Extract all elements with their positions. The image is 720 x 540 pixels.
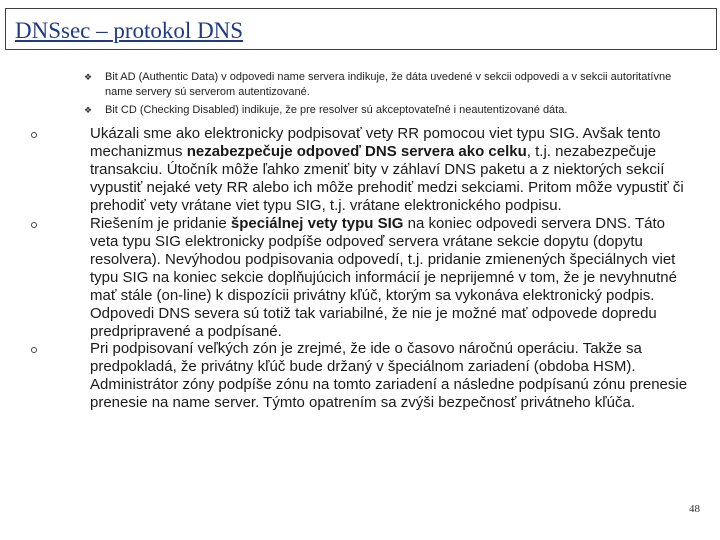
sub-bullet-text: Bit CD (Checking Disabled) indikuje, že pre resolver sú akceptovateľné i neautentizované dáta.: [105, 104, 568, 116]
bullet-text: Pri podpisovaní veľkých zón je zrejmé, že ide o časovo náročnú operáciu. Takže sa predpokladá, že privátny kľúč bude držaný v špeciálnom zariadení (obdoba HSM). Administrátor zóny podpíše zónu na tomto zariadení a následne podpísanú zónu prenesie prenesie na name server. Týmto opatrením sa zvýši bezpečnosť privátneho kľúča.: [90, 340, 688, 411]
bullet-text: Riešením je pridanie špeciálnej vety typu SIG na koniec odpovedi servera DNS. Táto veta typu SIG elektronicky podpíše odpoveď servera vrátane sekcie dopytu (dopytu resolvera). Nevýhodou podpisovania odpovedí, t.j. pridanie zmienených špeciálnych viet typu SIG na koniec sekcie doplňujúcich informácií je neprijemné v tom, že je nevyhnutné mať stále (on-line) k dispozícii privátny kľúč, ktorým sa vykonáva elektronický podpis. Odpovedi DNS severa sú totiž tak variabilné, že nie je možné mať odpovede dopredu predpripravené a podpísané.: [90, 215, 677, 340]
sub-bullet-ad-bit: [84, 70, 704, 100]
slide-title-bar: [5, 8, 717, 50]
bullet-special-sig: [30, 215, 690, 338]
circle-bullet-icon: [31, 132, 37, 138]
circle-bullet-icon: [31, 347, 37, 353]
bullet-sig-transaction: [30, 125, 690, 215]
page-number: 48: [689, 503, 700, 515]
bullet-text: Ukázali sme ako elektronicky podpisovať vety RR pomocou viet typu SIG. Avšak tento mechanizmus nezabezpečuje odpoveď DNS servera ako celku, t.j. nezabezpečuje transakciu. Útočník môže ľahko zmeniť bity v záhlaví DNS paketu a z niektorých sekcií vypustiť nejaké vety RR alebo ich môže prehodiť medzi sekciami. Pritom môže vypustiť či prehodiť vety vrátane viet typu SIG, t.j. vrátane elektronického podpisu.: [90, 125, 684, 214]
bullet-large-zones: [30, 340, 690, 428]
diamond-bullet-icon: ❖: [83, 72, 93, 82]
sub-bullet-cd-bit: [84, 103, 704, 118]
sub-bullet-text: Bit AD (Authentic Data) v odpovedi name servera indikuje, že dáta uvedené v sekcii odpovedi a v sekcii autoritatívne name servery sú serverom autentizované.: [105, 71, 672, 98]
circle-bullet-icon: [31, 222, 37, 228]
bold-phrase: nezabezpečuje odpoveď DNS servera ako celku: [186, 143, 527, 160]
bold-phrase: špeciálnej vety typu SIG: [230, 215, 404, 232]
diamond-bullet-icon: ❖: [83, 105, 93, 115]
slide-title: DNSsec – protokol DNS: [15, 18, 244, 43]
